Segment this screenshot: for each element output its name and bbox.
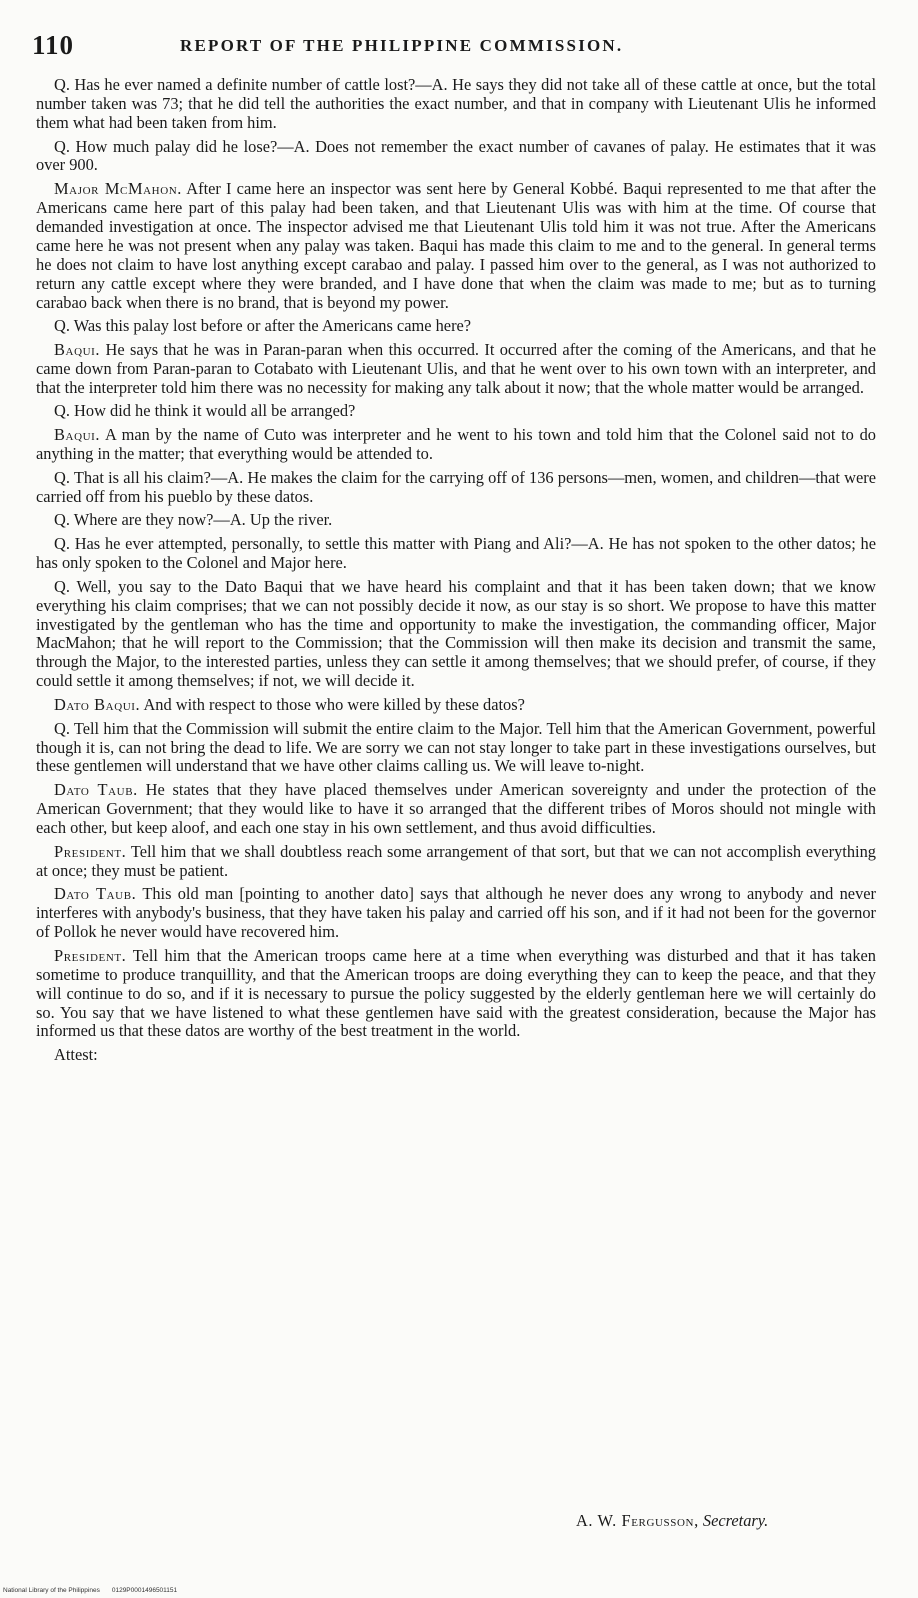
footer-code: 0129P0001496501151 xyxy=(111,1587,178,1594)
signature-title: Secretary. xyxy=(702,1511,769,1530)
speaker-name: Dato Baqui. xyxy=(54,694,141,714)
paragraph: Q. Was this palay lost before or after the Americans came here? xyxy=(54,316,472,336)
paragraph: Dato Taub. This old man [pointing to another dato] says that although he never does any wrong to anybody and never interferes with anybody's business, that they have taken his palay and carried off his son, and if it had not been for the governor of Pollok he never would have recovered him. xyxy=(36,884,876,942)
speaker-name: Major McMahon. xyxy=(54,179,183,199)
page-header xyxy=(32,30,882,60)
signature-name: A. W. Fergusson, xyxy=(576,1511,699,1530)
paragraph: Dato Baqui. And with respect to those who were killed by these datos? xyxy=(54,694,525,714)
speaker-name: Dato Taub. xyxy=(54,884,137,904)
paragraph: Baqui. A man by the name of Cuto was interpreter and he went to his town and told him that the Colonel said not to do anything in the matter; that everything would be attended to. xyxy=(36,425,876,464)
paragraph: Dato Taub. He states that they have placed themselves under American sovereignty and under the protection of the American Government; that they would like to have it so arranged that the different tribes of Moros should not mingle with each other, but keep aloof, and each one stay in his own settlement, and thus avoid difficulties. xyxy=(36,780,876,837)
paragraph: President. Tell him that we shall doubtless reach some arrangement of that sort, but that we can not accomplish everything at once; they must be patient. xyxy=(36,841,876,880)
body-text xyxy=(36,76,876,1070)
running-head: REPORT OF THE PHILIPPINE COMMISSION. xyxy=(180,36,624,55)
paragraph: Major McMahon. After I came here an inspector was sent here by General Kobbé. Baqui represented to me that after the Americans came here part of this palay had been taken, and that Lieutenant Ulis was with him at the time. Of course that demanded investigation at once. The inspector advised me that Lieutenant Ulis told him it was not true. After the Americans came here he was not present when any palay was taken. Baqui has made this claim to me and to the general. In general terms he does not claim to have lost anything except carabao and palay. I passed him over to the general, as I was not authorized to return any cattle except where they were branded, and I have done that when the claim was made to me; but as to turning carabao back when there is no brand, that is beyond my power. xyxy=(36,179,877,312)
signature xyxy=(576,1511,768,1531)
paragraph: Q. Has he ever attempted, personally, to settle this matter with Piang and Ali?—A. He has not spoken to the other datos; he has only spoken to the Colonel and Major here. xyxy=(36,534,876,573)
speaker-name: Baqui. xyxy=(54,339,101,359)
paragraph: Q. Well, you say to the Dato Baqui that we have heard his complaint and that it has been taken down; that we know everything his claim comprises; that we can not possibly decide it now, as our stay is so short. We propose to have this matter investigated by the gentleman who has the time and opportunity to make the investigation, the commanding officer, Major MacMahon; that he will report to the Commission; that the Commission will then make its decision and transmit the same, through the Major, to the interested parties, unless they can settle it among themselves; that we should prefer, of course, if they could settle it among themselves; if not, we will decide it. xyxy=(36,576,876,691)
speaker-name: Baqui. xyxy=(54,425,101,445)
paragraph: Q. Where are they now?—A. Up the river. xyxy=(54,510,333,530)
paragraph: Q. Tell him that the Commission will submit the entire claim to the Major. Tell him that the American Government, powerful though it is, can not bring the dead to life. We are sorry we can not stay longer to take part in these investigations ourselves, but these gentlemen will understand that we have other claims calling us. We will leave to-night. xyxy=(36,718,876,776)
attest-line: Attest: xyxy=(54,1045,98,1065)
paragraph: Q. Has he ever named a definite number of cattle lost?—A. He says they did not take all of these cattle at once, but the total number taken was 73; that he did tell the authorities the exact number, and that in company with Lieutenant Ulis he informed them what had been taken from him. xyxy=(36,75,876,132)
speaker-name: President. xyxy=(54,945,127,965)
scan-footer xyxy=(3,1587,177,1594)
speaker-name: President. xyxy=(54,841,127,861)
paragraph: Q. How did he think it would all be arranged? xyxy=(54,401,356,421)
speaker-name: Dato Taub. xyxy=(54,780,138,800)
paragraph: Baqui. He says that he was in Paran-paran when this occurred. It occurred after the coming of the Americans, and that he came down from Paran-paran to Cotabato with Lieutenant Ulis, and that he went over to his own town with an interpreter, and that the interpreter told him there was no necessity for making any talk about it now; that the whole matter would be arranged. xyxy=(36,339,876,397)
paragraph: Q. That is all his claim?—A. He makes the claim for the carrying off of 136 persons—men, women, and children—that were carried off from his pueblo by these datos. xyxy=(36,467,876,506)
footer-library: National Library of the Philippines xyxy=(3,1587,100,1594)
paragraph: President. Tell him that the American troops came here at a time when everything was disturbed and that it has taken sometime to produce tranquillity, and that the American troops are doing everything they can to keep the peace, and that they will continue to do so, and if it is necessary to pursue the policy suggested by the elderly gentleman here we will certainly do so. You say that we have listened to what these gentlemen have said with the greatest consideration, because the Major has informed us that these datos are worthy of the best treatment in the world. xyxy=(36,945,876,1041)
paragraph: Q. How much palay did he lose?—A. Does not remember the exact number of cavanes of palay. He estimates that it was over 900. xyxy=(36,136,876,175)
page-number: 110 xyxy=(32,30,75,60)
